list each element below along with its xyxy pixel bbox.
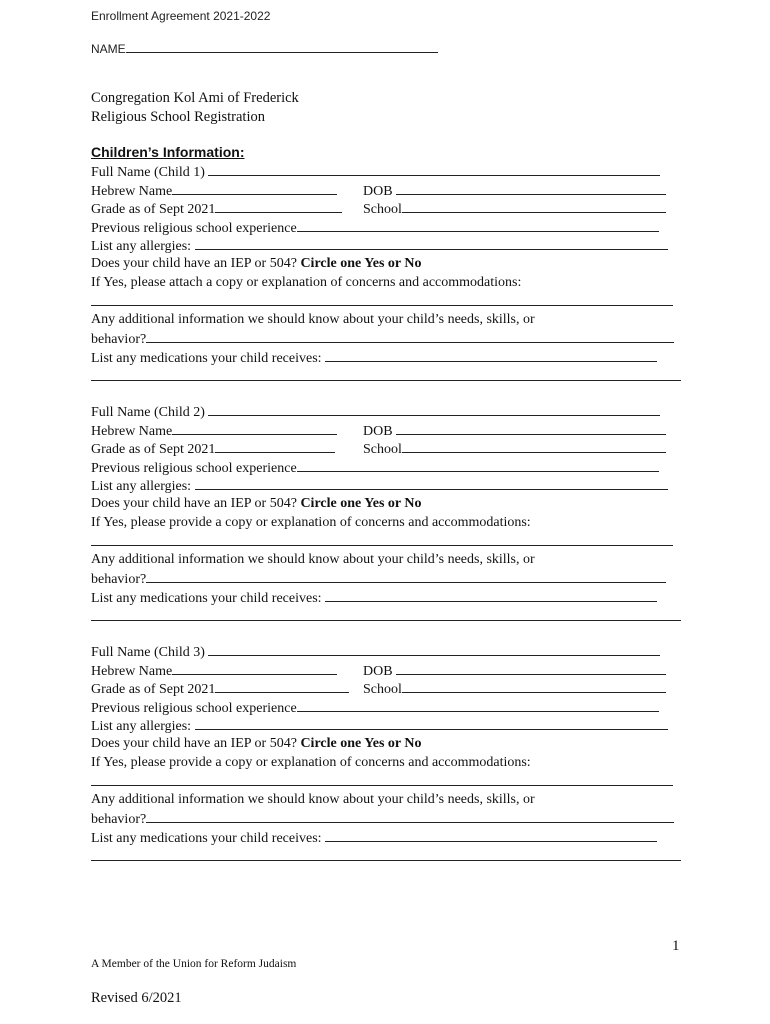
prev-experience-field[interactable] — [297, 218, 659, 232]
allergies-field[interactable] — [195, 716, 668, 730]
behavior-label: behavior? — [91, 812, 147, 828]
dob-label: DOB — [363, 423, 393, 439]
medications-extra-field[interactable] — [91, 367, 681, 381]
dob-label: DOB — [363, 183, 393, 199]
name-field[interactable] — [126, 39, 438, 53]
medications-field[interactable] — [325, 348, 657, 362]
full-name-label: Full Name (Child 2) — [91, 405, 205, 420]
school-label: School — [363, 682, 402, 698]
page-number: 1 — [672, 938, 680, 954]
full-name-field[interactable] — [208, 162, 660, 176]
grade-label: Grade as of Sept 2021 — [91, 442, 216, 458]
prev-experience-label: Previous religious school experience — [91, 700, 297, 716]
behavior-label: behavior? — [91, 332, 147, 348]
child-block-1 — [91, 162, 681, 385]
prev-experience-label: Previous religious school experience — [91, 460, 297, 476]
organization-heading — [91, 89, 299, 126]
behavior-field[interactable] — [146, 809, 674, 823]
concerns-field[interactable] — [91, 532, 673, 546]
registration-title: Religious School Registration — [91, 108, 265, 125]
allergies-label: List any allergies: — [91, 719, 192, 735]
grade-field[interactable] — [215, 679, 349, 693]
behavior-field[interactable] — [146, 569, 666, 583]
concerns-field[interactable] — [91, 292, 673, 306]
additional-info-label: Any additional information we should know about your child’s needs, skills, or — [91, 791, 535, 807]
allergies-label: List any allergies: — [91, 479, 192, 495]
concerns-field[interactable] — [91, 772, 673, 786]
school-label: School — [363, 442, 402, 458]
dob-field[interactable] — [396, 421, 666, 435]
full-name-field[interactable] — [208, 402, 660, 416]
iep-question: Does your child have an IEP or 504? — [91, 735, 297, 751]
medications-label: List any medications your child receives: — [91, 350, 322, 366]
full-name-label: Full Name (Child 3) — [91, 645, 205, 660]
medications-field[interactable] — [325, 828, 657, 842]
prev-experience-field[interactable] — [297, 698, 659, 712]
behavior-field[interactable] — [146, 329, 674, 343]
name-label: NAME — [91, 42, 126, 56]
organization-name: Congregation Kol Ami of Frederick — [91, 90, 299, 106]
revised-date: Revised 6/2021 — [91, 990, 182, 1006]
if-yes-instruction: If Yes, please provide a copy or explanation of concerns and accommodations: — [91, 514, 531, 530]
member-footer: A Member of the Union for Reform Judaism — [91, 958, 297, 970]
child-block-2 — [91, 402, 681, 625]
allergies-field[interactable] — [195, 476, 668, 490]
additional-info-label: Any additional information we should know about your child’s needs, skills, or — [91, 311, 535, 327]
dob-field[interactable] — [396, 181, 666, 195]
hebrew-name-label: Hebrew Name — [91, 663, 173, 679]
if-yes-instruction: If Yes, please attach a copy or explanation of concerns and accommodations: — [91, 274, 522, 290]
school-field[interactable] — [402, 439, 666, 453]
name-row — [91, 39, 438, 56]
behavior-label: behavior? — [91, 572, 147, 588]
circle-one-yes-no[interactable]: Circle one Yes or No — [300, 735, 422, 751]
iep-question: Does your child have an IEP or 504? — [91, 255, 297, 271]
additional-info-label: Any additional information we should know about your child’s needs, skills, or — [91, 551, 535, 567]
circle-one-yes-no[interactable]: Circle one Yes or No — [300, 255, 422, 271]
prev-experience-label: Previous religious school experience — [91, 220, 297, 236]
child-block-3 — [91, 642, 681, 865]
document-title: Enrollment Agreement 2021-2022 — [91, 9, 271, 23]
grade-field[interactable] — [215, 199, 342, 213]
medications-extra-field[interactable] — [91, 847, 681, 861]
hebrew-name-label: Hebrew Name — [91, 423, 173, 439]
if-yes-instruction: If Yes, please provide a copy or explanation of concerns and accommodations: — [91, 754, 531, 770]
grade-label: Grade as of Sept 2021 — [91, 682, 216, 698]
prev-experience-field[interactable] — [297, 458, 659, 472]
medications-extra-field[interactable] — [91, 607, 681, 621]
dob-field[interactable] — [396, 661, 666, 675]
hebrew-name-field[interactable] — [172, 421, 337, 435]
grade-label: Grade as of Sept 2021 — [91, 202, 216, 218]
hebrew-name-field[interactable] — [172, 181, 337, 195]
full-name-field[interactable] — [208, 642, 660, 656]
allergies-field[interactable] — [195, 236, 668, 250]
hebrew-name-label: Hebrew Name — [91, 183, 173, 199]
medications-field[interactable] — [325, 588, 657, 602]
allergies-label: List any allergies: — [91, 239, 192, 255]
school-field[interactable] — [402, 199, 666, 213]
medications-label: List any medications your child receives: — [91, 830, 322, 846]
medications-label: List any medications your child receives: — [91, 590, 322, 606]
school-field[interactable] — [402, 679, 666, 693]
iep-question: Does your child have an IEP or 504? — [91, 495, 297, 511]
full-name-label: Full Name (Child 1) — [91, 165, 205, 180]
grade-field[interactable] — [215, 439, 335, 453]
section-title: Children’s Information: — [91, 144, 245, 160]
hebrew-name-field[interactable] — [172, 661, 337, 675]
dob-label: DOB — [363, 663, 393, 679]
circle-one-yes-no[interactable]: Circle one Yes or No — [300, 495, 422, 511]
school-label: School — [363, 202, 402, 218]
